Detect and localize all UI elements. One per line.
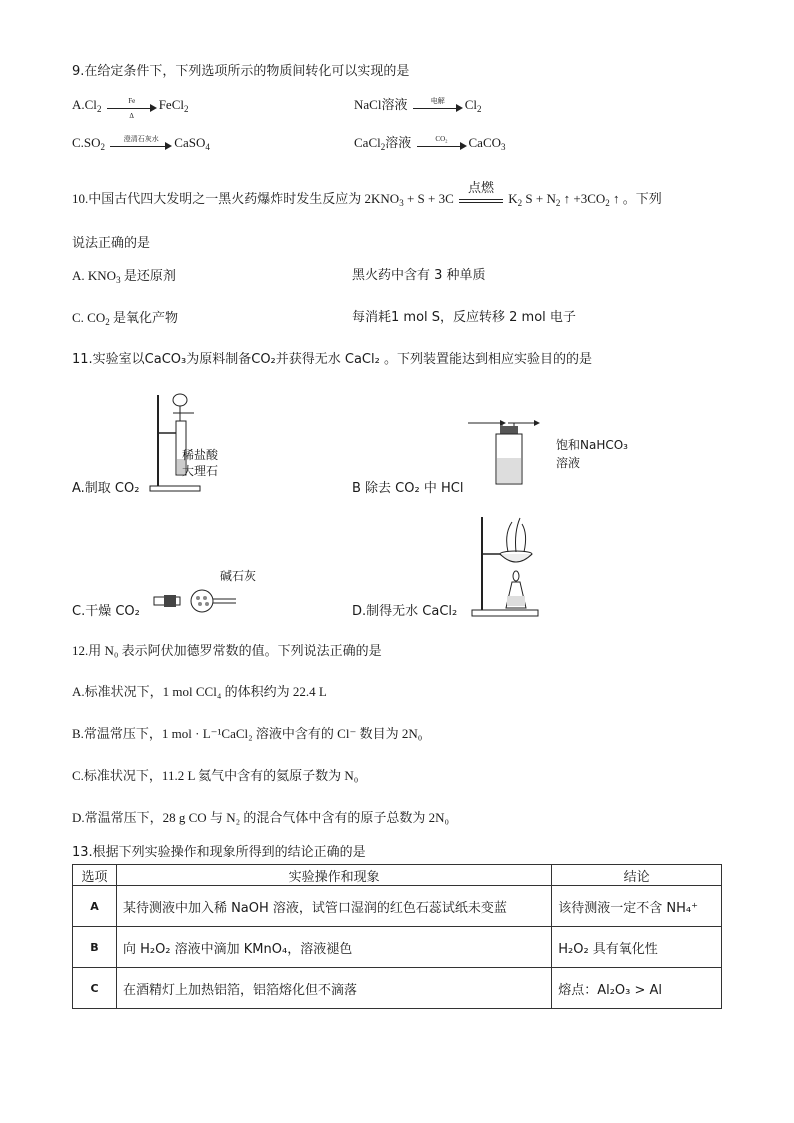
header-option: 选项 (73, 865, 117, 886)
table-row (73, 886, 722, 927)
q10-stem: 10.中国古代四大发明之一黑火药爆炸时发生反应为 $2KNO_3 + S + 3C$ 点燃 $K_2$ $S + N_2$ ↑ $+3CO_2$ ↑ 。下列 (72, 180, 662, 208)
label-saturated-nahco3: 饱和NaHCO₃ (556, 438, 628, 452)
q11-option-a: A.制取 CO₂ (72, 481, 140, 496)
row-option: A (73, 886, 117, 927)
reaction-arrow: 澄清石灰水 (110, 138, 172, 150)
row-operation: 向 H₂O₂ 溶液中滴加 KMnO₄，溶液褪色 (116, 927, 551, 968)
label-solution: 溶液 (556, 456, 581, 470)
row-conclusion: 熔点：Al₂O₃ > Al (552, 968, 722, 1009)
q9-option-b: NaCl溶液 电解 $Cl_2$ (354, 97, 482, 114)
q12-stem: 12.用 N₀ 表示阿伏加德罗常数的值。下列说法正确的是 (72, 643, 382, 658)
reaction-equals: 点燃 (459, 193, 503, 207)
label-dilute-hcl: 稀盐酸 (182, 448, 219, 462)
row-operation: 某待测液中加入稀 NaOH 溶液，试管口湿润的红色石蕊试纸未变蓝 (116, 886, 551, 927)
row-option: C (73, 968, 117, 1009)
q10-option-a: A. $KNO_3$ 是还原剂 (72, 268, 176, 285)
q13-stem: 13.根据下列实验操作和现象所得到的结论正确的是 (72, 845, 366, 860)
q11-option-b: B 除去 CO₂ 中 HCl (352, 481, 464, 496)
q11-option-d: D.制得无水 CaCl₂ (352, 604, 458, 619)
q10-option-b: 黑火药中含有 3 种单质 (352, 268, 486, 283)
label-soda-lime: 碱石灰 (220, 569, 257, 583)
apparatus-b-washing-bottle (466, 418, 556, 490)
q12-option-b: B.常温常压下，1 mol · L⁻¹CaCl₂ 溶液中含有的 Cl⁻ 数目为 2N₀ (72, 726, 423, 741)
q13-table (72, 864, 722, 1009)
apparatus-d-evaporating-dish (468, 512, 548, 622)
apparatus-c-drying-tube (150, 586, 240, 616)
reaction-arrow: CO₂ (417, 138, 467, 150)
row-conclusion: H₂O₂ 具有氧化性 (552, 927, 722, 968)
q12-option-d: D.常温常压下，28 g CO 与 N₂ 的混合气体中含有的原子总数为 2N₀ (72, 810, 450, 825)
q10-stem-line2: 说法正确的是 (72, 236, 151, 251)
table-header-row (73, 865, 722, 886)
q12-option-c: C.标准状况下，11.2 L 氦气中含有的氦原子数为 N₀ (72, 768, 359, 783)
q12-option-a: A.标准状况下，1 mol CCl₄ 的体积约为 22.4 L (72, 684, 327, 699)
q11-option-c: C.干燥 CO₂ (72, 604, 140, 619)
q9-option-a: $A.Cl_2$ $\frac{Fe}{\Delta}$ FeCl$_2$ (72, 97, 189, 121)
q9-option-d: CaCl$_2$溶液 CO₂ CaCO$_3$ (354, 135, 506, 152)
q10-option-d: 每消耗1 mol S，反应转移 2 mol 电子 (352, 310, 576, 325)
reaction-arrow: 电解 (413, 100, 463, 112)
header-operation: 实验操作和现象 (116, 865, 551, 886)
row-operation: 在酒精灯上加热铝箔，铝箔熔化但不滴落 (116, 968, 551, 1009)
table-row (73, 968, 722, 1009)
row-option: B (73, 927, 117, 968)
row-conclusion: 该待测液一定不含 NH₄⁺ (552, 886, 722, 927)
table-row (73, 927, 722, 968)
q11-stem: 11.实验室以CaCO₃为原料制备CO₂并获得无水 CaCl₂ 。下列装置能达到相应实验目的的是 (72, 352, 592, 367)
reaction-arrow: $\frac{Fe}{\Delta}$ (107, 100, 157, 112)
label-marble: 大理石 (182, 464, 219, 478)
header-conclusion: 结论 (552, 865, 722, 886)
q10-option-c: C. $CO_2$ 是氧化产物 (72, 310, 178, 327)
q9-stem: 9.在给定条件下，下列选项所示的物质间转化可以实现的是 (72, 64, 410, 79)
q9-option-c: $C.SO_2$ 澄清石灰水 CaSO$_4$ (72, 135, 210, 152)
